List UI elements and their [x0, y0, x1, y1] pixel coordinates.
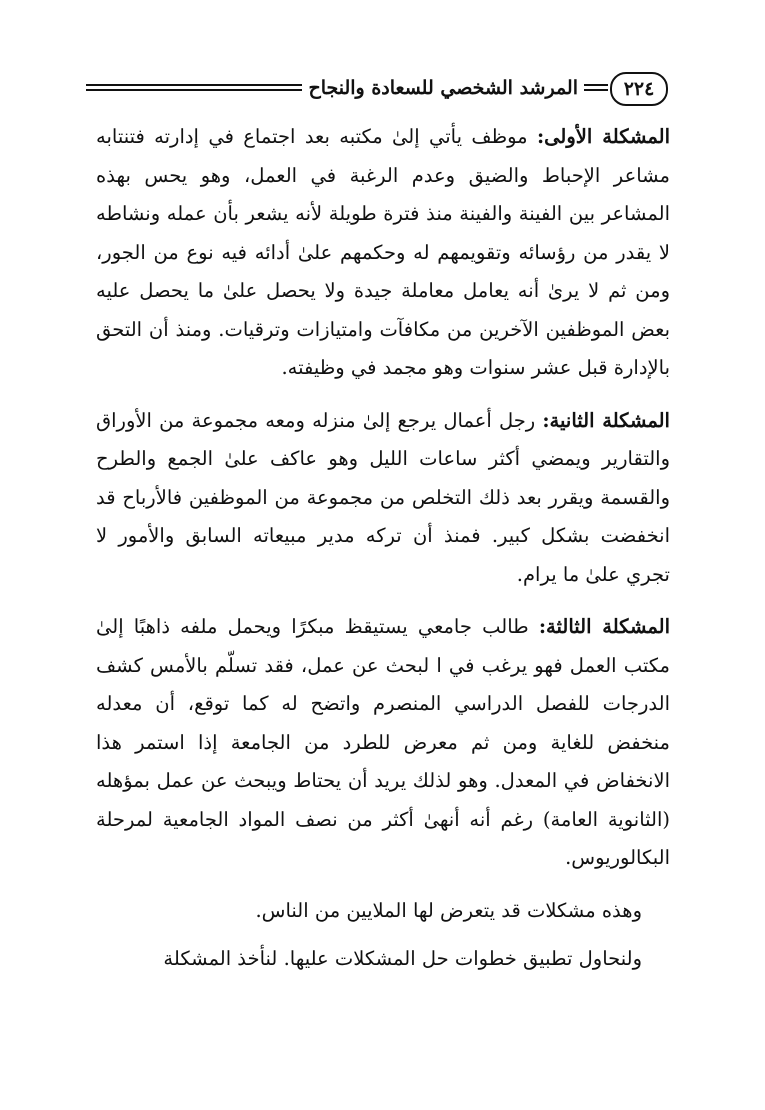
- problem-3-heading: المشكلة الثالثة:: [538, 615, 670, 638]
- problem-2-heading: المشكلة الثانية:: [542, 408, 670, 432]
- continuation-text: ولنحاول تطبيق خطوات حل المشكلات عليها. لنأخذ المشكلة: [163, 947, 642, 970]
- summary-text: وهذه مشكلات قد يتعرض لها الملايين من الناس.: [255, 898, 642, 922]
- problem-1-text: موظف يأتي إلىٰ مكتبه بعد اجتماع في إدارته فتنتابه مشاعر الإحباط والضيق وعدم الرغبة في العمل، وهو يحس بهذه المشاعر بين الفينة والفينة منذ فترة طويلة لأنه يشعر بأن عمله ونشاطه لا يقدر من رؤسائه وتقويمهم له وحكمهم علىٰ أدائه فيه نوع من الجور، ومن ثم لا يرىٰ أنه يعامل معاملة جيدة ولا يحصل علىٰ ما يحصل عليه بعض الموظفين الآخرين من مكافآت وامتيازات وترقيات. ومنذ أن التحق بالإدارة قبل عشر سنوات وهو مجمد في وظيفته.: [96, 125, 670, 379]
- problem-1-heading: المشكلة الأولى:: [536, 125, 670, 148]
- paragraph-continuation: [96, 940, 670, 979]
- paragraph-problem-3: [96, 608, 670, 878]
- page-number-badge: ٢٢٤: [610, 72, 668, 106]
- paragraph-summary: [96, 892, 670, 931]
- running-header: [86, 70, 668, 110]
- paragraph-problem-1: [96, 118, 670, 388]
- paragraph-problem-2: [96, 402, 670, 595]
- page-body: [96, 118, 670, 989]
- problem-2-text: رجل أعمال يرجع إلىٰ منزله ومعه مجموعة من الأوراق والتقارير ويمضي أكثر ساعات الليل وهو عاكف علىٰ الجمع والطرح والقسمة ويقرر بعد ذلك التخلص من مجموعة من الموظفين فالأرباح قد انخفضت بشكل كبير. فمنذ أن تركه مدير مبيعاته السابق والأمور لا تجري علىٰ ما يرام.: [96, 408, 670, 586]
- book-title: المرشد الشخصي للسعادة والنجاح: [302, 70, 584, 106]
- problem-3-text: طالب جامعي يستيقظ مبكرًا ويحمل ملفه ذاهبًا إلىٰ مكتب العمل فهو يرغب في ا لبحث عن عمل، فقد تسلّم بالأمس كشف الدرجات للفصل الدراسي المنصرم واتضح له كما توقع، أن معدله منخفض للغاية ومن ثم معرض للطرد من الجامعة إذا استمر هذا الانخفاض في المعدل. وهو لذلك يريد أن يحتاط ويبحث عن عمل بمؤهله (الثانوية العامة) رغم أنه أنهىٰ أكثر من نصف المواد الجامعية لمرحلة البكالوريوس.: [96, 615, 670, 869]
